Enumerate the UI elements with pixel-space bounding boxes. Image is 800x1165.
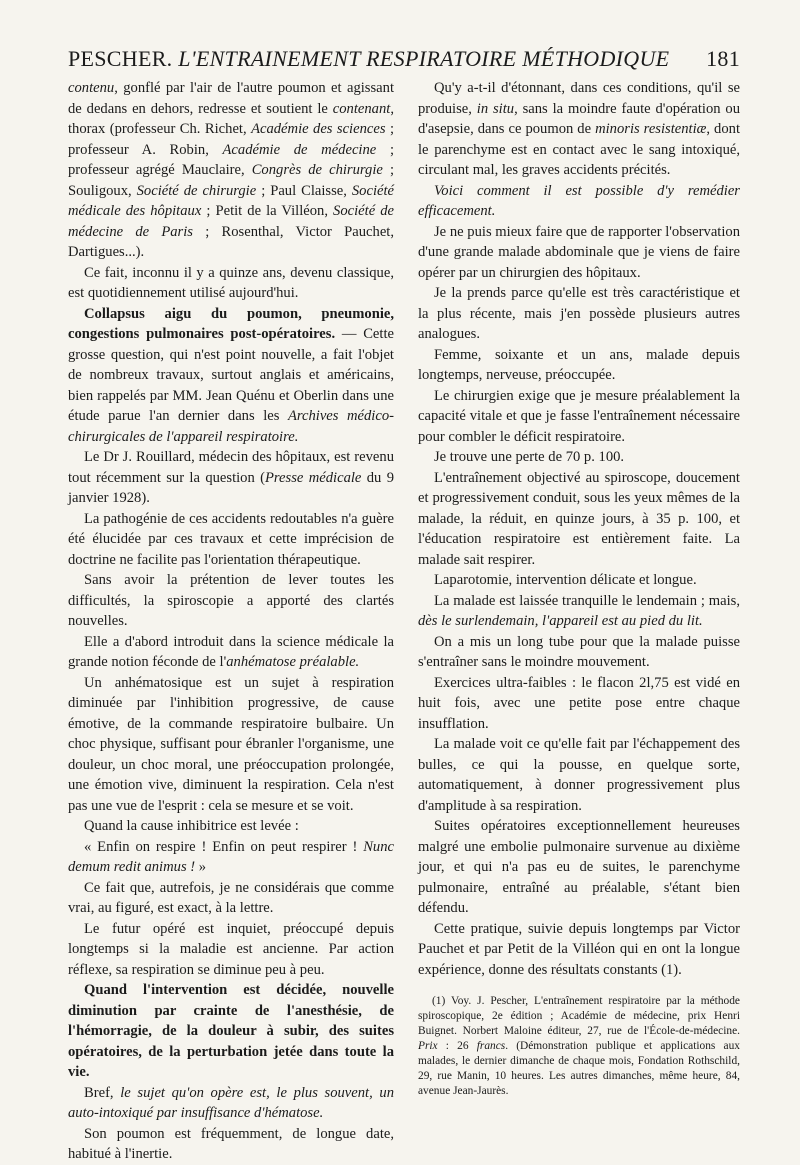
- right-column-paragraph: [418, 919, 740, 981]
- right-column-paragraph: [418, 222, 740, 284]
- text-run: (1) Voy. J. Pescher, L'entraînement respiratoire par la méthode spiroscopique, 2e édition ; Académie de médecine, prix Henri Buignet. Norbert Maloine éditeur, 27, rue de l'École-de-médecine.: [418, 995, 740, 1037]
- left-column-paragraph: [68, 878, 394, 919]
- right-column-body: [418, 78, 740, 980]
- right-column-paragraph: [418, 468, 740, 571]
- left-column-paragraph: [68, 837, 394, 878]
- running-title-article: L'ENTRAINEMENT RESPIRATOIRE MÉTHODIQUE: [178, 46, 670, 71]
- text-run: L'entraînement objectivé au spiroscope, doucement et progressivement conduit, sous les yeux mêmes de la malade, la réduit, en quinze jours, à 35 p. 100, et l'éducation respiratoire est entièrement faite. La malade sait respirer.: [418, 469, 740, 568]
- right-column-paragraph: [418, 734, 740, 816]
- text-run: Le futur opéré est inquiet, préoccupé depuis longtemps si la maladie est ancienne. Par action réflexe, sa respiration se diminue peu à peu.: [68, 920, 394, 978]
- text-run: ; professeur agrégé Mauclaire,: [68, 141, 394, 178]
- text-run: Je ne puis mieux faire que de rapporter l'observation d'une grande malade abdominale que je viens de faire opérer par un chirurgien des hôpitaux.: [418, 223, 740, 281]
- text-run: , thorax (professeur Ch. Richet,: [68, 100, 394, 137]
- text-run: . (Démonstration publique et applications aux malades, le dernier dimanche de chaque mois, Fondation Rothschild, 29, rue Manin, 10 heures. Les autres dimanches, même heure, 84, avenue Jean-Jaurès.: [418, 1040, 740, 1097]
- text-run: ; Petit de la Villéon,: [201, 203, 334, 219]
- italic-text: Congrès de chirurgie: [251, 162, 383, 178]
- right-column-paragraph: [418, 632, 740, 673]
- text-run: La pathogénie de ces accidents redoutables n'a guère été élucidée par ces travaux et cette imprécision de doctrine ne facilite pas l'orientation thérapeutique.: [68, 510, 394, 568]
- italic-text: Société médicale des hôpitaux: [68, 182, 395, 219]
- left-column-paragraph: [68, 509, 394, 571]
- italic-text: Archives médico-chirurgicales de l'appareil respiratoire.: [68, 408, 394, 445]
- text-run: Femme, soixante et un ans, malade depuis longtemps, nerveuse, préoccupée.: [418, 346, 740, 383]
- left-column-paragraph: [68, 304, 394, 448]
- left-column-paragraph: [68, 1124, 394, 1165]
- bold-text: Collapsus aigu du poumon, pneumonie, congestions pulmonaires post-opératoires.: [68, 305, 394, 342]
- text-run: Bref,: [84, 1084, 121, 1101]
- left-column-paragraph: [68, 673, 394, 817]
- text-run: On a mis un long tube pour que la malade puisse s'entraîner sans le moindre mouvement.: [418, 633, 740, 670]
- running-title-author: PESCHER.: [68, 46, 173, 71]
- footnote: [418, 994, 740, 1099]
- text-run: Je trouve une perte de 70 p. 100.: [434, 449, 625, 465]
- text-run: Le chirurgien exige que je mesure préalablement la capacité vitale et que je fasse l'entraînement nécessaire pour combler le déficit respiratoire.: [418, 387, 740, 445]
- text-run: Sans avoir la prétention de lever toutes les difficultés, la spiroscopie a apporté des clartés nouvelles.: [68, 572, 394, 629]
- footnote-text: [418, 994, 740, 1099]
- right-column-paragraph: [418, 591, 740, 632]
- italic-text: Presse médicale: [265, 469, 362, 486]
- text-run: ; Paul Claisse,: [256, 182, 352, 199]
- text-run: La malade est laissée tranquille le lendemain ; mais,: [434, 592, 740, 609]
- text-run: Suites opératoires exceptionnellement heureuses malgré une embolie pulmonaire survenue au dixième jour, et qui n'a pas eu de suites, le parenchyme pulmonaire, entraîné au préalable, s'étant bien défendu.: [418, 818, 740, 916]
- text-run: Ce fait, inconnu il y a quinze ans, devenu classique, est quotidiennement utilisé aujourd'hui.: [68, 264, 394, 301]
- page-number: 181: [706, 46, 740, 71]
- left-column-paragraph: [68, 263, 394, 304]
- right-column-paragraph: [418, 283, 740, 345]
- left-column-paragraph: [68, 816, 394, 837]
- text-run: ; Souligoux,: [68, 162, 395, 199]
- text-run: : 26: [437, 1040, 477, 1052]
- text-run: Elle a d'abord introduit dans la science médicale la grande notion féconde de l': [68, 633, 394, 670]
- right-column-paragraph: [418, 78, 740, 181]
- text-run: Je la prends parce qu'elle est très caractéristique et la plus récente, mais j'en possède plusieurs autres analogues.: [418, 285, 740, 342]
- text-run: du 9 janvier 1928).: [68, 469, 395, 506]
- text-run: Exercices ultra-faibles : le flacon 2l,75 est vidé en huit fois, avec une petite pose entre chaque insufflation.: [418, 674, 740, 732]
- italic-text: anhématose préalable.: [226, 654, 360, 670]
- text-run: Cette pratique, suivie depuis longtemps par Victor Pauchet et par Petit de la Villéon qui en ont la longue expérience, donne des résultats constants (1).: [418, 920, 740, 978]
- italic-text: francs: [476, 1040, 506, 1052]
- text-run: Un anhématosique est un sujet à respiration diminuée par l'inhibition progressive, de cause émotive, de la commande respiratoire bulbaire. Un choc physique, suffisant pour ébranler l'organisme, une douleur, un choc moral, une préoccupation prolongée, une émotion vive, diminuent la respiration. Cela n'est pas une vue de l'esprit : cela se mesure et se voit.: [68, 674, 394, 814]
- running-header: [68, 44, 740, 74]
- left-column-paragraph: [68, 980, 394, 1083]
- text-run: ; professeur A. Robin,: [68, 121, 395, 158]
- right-column-paragraph: [418, 570, 740, 591]
- left-column-paragraph: [68, 570, 394, 632]
- left-column-paragraph: [68, 78, 394, 263]
- right-column-paragraph: [418, 386, 740, 448]
- italic-text: Académie des sciences: [251, 121, 386, 137]
- text-run: « Enfin on respire ! Enfin on peut respirer !: [84, 838, 364, 855]
- text-run: Le Dr J. Rouillard, médecin des hôpitaux, est revenu tout récemment sur la question (: [68, 449, 394, 486]
- bold-text: Quand l'intervention est décidée, nouvelle diminution par crainte de l'anesthésie, de l'hémorragie, de la douleur à subir, des suites opératoires, de la perturbation jetée dans toute la vie.: [68, 982, 394, 1080]
- right-column: [418, 78, 740, 1099]
- italic-text: in situ: [476, 100, 515, 117]
- italic-text: Prix: [418, 1040, 438, 1052]
- right-column-paragraph: [418, 447, 740, 468]
- text-run: Quand la cause inhibitrice est levée :: [84, 818, 299, 834]
- italic-text: le sujet qu'on opère est, le plus souvent, un auto-intoxiqué par insuffisance d'hématose.: [68, 1084, 394, 1121]
- italic-text: Académie de médecine: [222, 141, 377, 158]
- text-run: , gonflé par l'air de l'autre poumon et agissant de dedans en dehors, redresse et soutient le: [68, 80, 394, 117]
- italic-text: Voici comment il est possible d'y remédier efficacement.: [418, 182, 740, 219]
- italic-text: Nunc demum redit animus !: [68, 838, 394, 875]
- text-run: Qu'y a-t-il d'étonnant, dans ces conditions, qu'il se produise,: [418, 80, 740, 117]
- italic-text: contenant: [332, 100, 391, 117]
- left-column-paragraph: [68, 919, 394, 981]
- italic-text: Société de chirurgie: [136, 182, 257, 199]
- running-title: [68, 44, 669, 74]
- right-column-paragraph: [418, 673, 740, 735]
- right-column-paragraph: [418, 181, 740, 222]
- left-column-paragraph: [68, 1083, 394, 1124]
- text-run: Son poumon est fréquemment, de longue date, habitué à l'inertie.: [68, 1125, 394, 1162]
- text-run: Ce fait que, autrefois, je ne considérais que comme vrai, au figuré, est exact, à la lettre.: [68, 879, 394, 916]
- text-run: , sans la moindre faute d'opération ou d'asepsie, dans ce poumon de: [418, 100, 741, 137]
- right-column-paragraph: [418, 816, 740, 919]
- left-column-paragraph: [68, 447, 394, 509]
- italic-text: contenu: [68, 80, 115, 96]
- left-column-paragraph: [68, 632, 394, 673]
- italic-text: minoris resistentiæ: [595, 121, 707, 137]
- italic-text: dès le surlendemain, l'appareil est au pied du lit.: [418, 613, 703, 629]
- text-run: »: [195, 859, 207, 875]
- text-run: , dont le parenchyme est en contact avec le sang intoxiqué, circulant mal, les graves accidents précités.: [418, 121, 740, 178]
- left-column: [68, 78, 394, 1165]
- text-run: La malade voit ce qu'elle fait par l'échappement des bulles, ce qui la pousse, en quelque sorte, automatiquement, à donner progressivement plus d'amplitude à sa respiration.: [418, 736, 740, 814]
- text-run: Laparotomie, intervention délicate et longue.: [434, 572, 697, 588]
- text-run: ; Rosenthal, Victor Pauchet, Dartigues...).: [68, 223, 395, 260]
- right-column-paragraph: [418, 345, 740, 386]
- text-run: — Cette grosse question, qui n'est point nouvelle, a fait l'objet de nombreux travaux, surtout anglais et américains, bien rappelés par MM. Jean Quénu et Oberlin dans une étude parue l'an dernier dans les: [68, 326, 394, 424]
- italic-text: Société de médecine de Paris: [68, 203, 394, 240]
